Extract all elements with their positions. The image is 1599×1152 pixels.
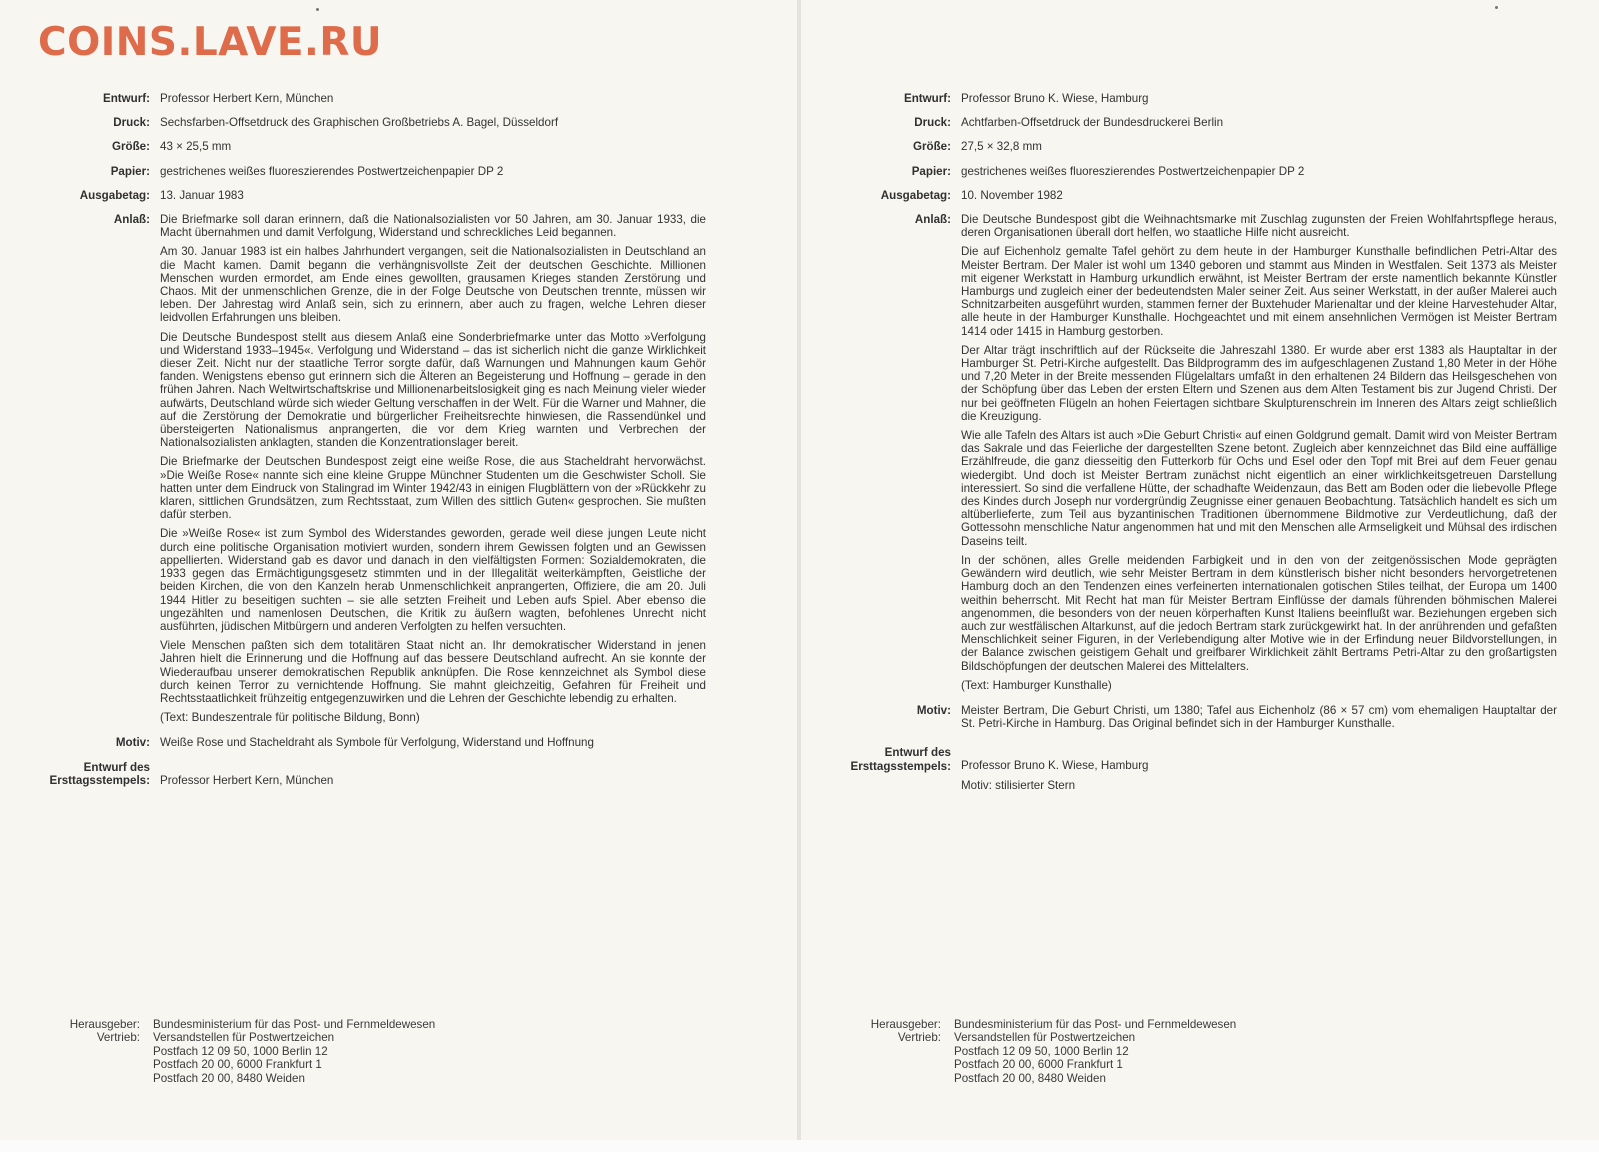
groesse-row (40, 140, 706, 153)
herausgeber-value: Bundesministerium für das Post- und Fernmeldewesen (153, 1018, 436, 1031)
address-line: Postfach 20 00, 8480 Weiden (153, 1071, 305, 1085)
stempel-label (841, 746, 961, 772)
paper-speck (1495, 6, 1498, 9)
herausgeber-value: Bundesministerium für das Post- und Fernmeldewesen (954, 1018, 1237, 1031)
motiv-row (841, 704, 1557, 730)
stempel-label-line: Ersttagsstempels: (49, 773, 150, 787)
stempel-row (40, 761, 706, 787)
stempel-motiv-value: Motiv: stilisierter Stern (961, 778, 1076, 792)
ausgabetag-value: 10. November 1982 (961, 188, 1063, 202)
druck-value: Achtfarben-Offsetdruck der Bundesdruckerei Berlin (961, 116, 1224, 130)
entwurf-label: Entwurf: (102, 92, 150, 105)
paper-speck (316, 8, 319, 11)
anlass-label: Anlaß: (113, 213, 150, 227)
motiv-value: Weiße Rose und Stacheldraht als Symbole für Verfolgung, Widerstand und Hoffnung (160, 736, 594, 750)
papier-label: Papier: (110, 164, 150, 178)
left-footer (40, 1018, 640, 1085)
stempel-label (40, 761, 160, 787)
address-line: Postfach 20 00, 8480 Weiden (954, 1071, 1106, 1085)
anlass-text (961, 213, 1557, 698)
address-line: Versandstellen für Postwertzeichen (153, 1031, 335, 1045)
entwurf-row (841, 92, 1557, 105)
right-spec-block (841, 92, 1557, 803)
watermark: COINS.LAVE.RU (38, 20, 383, 65)
groesse-label: Größe: (912, 140, 951, 154)
paragraph: Die »Weiße Rose« ist zum Symbol des Widerstandes geworden, gerade weil diese jungen Leute nicht durch eine politische Organisation motiviert wurden, sondern ihrem Gewissen folgten und an Gewissen appellierten. Widerstand gab es davor und danach in den vielfältigsten Formen: Sozialdemokraten, die 1933 gegen das Ermächtigungsgesetz stimmten und in der Illegalität weiterkämpften, Geistliche der beiden Kirchen, die von den Kanzeln herab Unmenschlichkeit anprangerten, Offiziere, die am 20. Juli 1944 Hitler zu beseitigen suchten – sie alle setzten Freiheit und Leben aufs Spiel. Aber ebenso die ungezählten und namenlosen Deutschen, die Kritik zu äußern wagten, befohlenes Unrecht nicht ausführten, jüdischen Mitbürgern und anderen Verfolgten zu helfen versuchten. (160, 527, 706, 633)
papier-label: Papier: (911, 164, 951, 178)
stempel-value: Professor Bruno K. Wiese, Hamburg (961, 759, 1149, 773)
scan-bottom-edge (0, 1140, 1599, 1152)
groesse-row (841, 140, 1557, 153)
entwurf-label: Entwurf: (903, 92, 951, 105)
right-footer (841, 1018, 1441, 1085)
druck-row (841, 116, 1557, 129)
druck-row (40, 116, 706, 129)
address-line: Postfach 12 09 50, 1000 Berlin 12 (153, 1044, 328, 1058)
anlass-text (160, 213, 706, 730)
paragraph: Der Altar trägt inschriftlich auf der Rückseite die Jahreszahl 1380. Er wurde aber erst 1383 als Hauptaltar in der Hamburger St. Petri-Kirche aufgestellt. Das Bildprogramm des im aufgeschlagenen Zustand 1,80 Meter in der Höhe und 7,20 Meter in der Breite messenden Flügelaltars umfaßt in den erhaltenen 24 Bildern das Heilsgeschehen von der Schöpfung über das Leben der ersten Eltern und Szenen aus dem Alten Testament bis zur Jugend Christi. Der nur bei geöffneten Flügeln an hohen Feiertagen sichtbare Skulpturenschrein im Inneren des Altars zeigt schließlich die Kreuzigung. (961, 343, 1557, 423)
paragraph: Viele Menschen paßten sich dem totalitären Staat nicht an. Ihr demokratischer Widerstand in jenen Jahren hielt die Erinnerung und die Hoffnung auf das bessere Deutschland aufrecht. An sie konnte der Wiederaufbau unserer demokratischen Republik anknüpfen. Die Rose kennzeichnet als Symbol diese durch keinen Terror zu vernichtende Hoffnung. Sie mahnt gleichzeitig, Gefahren für Freiheit und Rechtsstaatlichkeit frühzeitig entgegenzuwirken und die Lehren der Geschichte lebendig zu erhalten. (160, 639, 706, 705)
address-line: Postfach 12 09 50, 1000 Berlin 12 (954, 1044, 1129, 1058)
left-page (0, 0, 797, 1140)
paragraph: Wie alle Tafeln des Altars ist auch »Die Geburt Christi« auf einen Goldgrund gemalt. Damit wird von Meister Bertram das Sakrale und das Feierliche der dargestellten Szene betont. Zugleich aber kennzeichnet das Bild eine auffällige Erzählfreude, die ganz diesseitig den Futterkorb für Ochs und Esel oder den Topf mit Brei auf dem Feuer genau wiedergibt. Und doch ist Meister Bertram zunächst nicht eigentlich an einer wirklichkeitsgetreuen Darstellung interessiert. So sind die verfallene Hütte, der schadhafte Weidenzaun, das Bett am Boden oder die liebevolle Pflege des Kindes durch Joseph nur vordergründig Zeugnisse einer genauen Beobachtung. Tatsächlich handelt es sich um altüberlieferte, zum Teil aus byzantinischen Traditionen übernommene Bildmotive zur Verdeutlichung, daß der Gottessohn menschliche Natur angenommen hat und mit den Menschen alle Armseligkeit und Mühsal des irdischen Daseins teilt. (961, 429, 1557, 548)
stempel-label-line: Ersttagsstempels: (850, 759, 951, 773)
stempel-row (841, 746, 1557, 772)
papier-row (841, 165, 1557, 178)
left-spec-block (40, 92, 706, 798)
ausgabetag-label: Ausgabetag: (79, 188, 150, 202)
ausgabetag-row (40, 189, 706, 202)
stempel-motiv-row (841, 779, 1557, 792)
paragraph: Die auf Eichenholz gemalte Tafel gehört zu dem heute in der Hamburger Kunsthalle befindlichen Petri-Altar des Meister Bertram. Der Maler ist wohl um 1340 geboren und stammt aus Minden in Westfalen. Seit 1373 als Meister mit eigener Werkstatt in Hamburg urkundlich erwähnt, ist Meister Bertram der erste namentlich bekannte Künstler Hamburgs und zugleich einer der bedeutendsten Maler seiner Zeit. Aus seiner Werkstatt, in der außer Malerei auch Schnitzarbeiten ausgeführt wurden, stammen ferner der Buxtehuder Marienaltar und der kleine Harvestehuder Altar, alle heute in der Hamburger Kunsthalle. Hochgeachtet und mit einem ansehnlichen Vermögen ist Meister Bertram 1414 oder 1415 in Hamburg gestorben. (961, 245, 1557, 338)
vertrieb-label: Vertrieb: (96, 1031, 140, 1045)
ausgabetag-row (841, 189, 1557, 202)
anlass-row (841, 213, 1557, 698)
vertrieb-value (954, 1031, 1441, 1085)
druck-label: Druck: (113, 116, 150, 130)
entwurf-row (40, 92, 706, 105)
papier-value: gestrichenes weißes fluoreszierendes Postwertzeichenpapier DP 2 (961, 164, 1305, 178)
vertrieb-label: Vertrieb: (897, 1031, 941, 1045)
vertrieb-value (153, 1031, 640, 1085)
stempel-value: Professor Herbert Kern, München (160, 773, 334, 787)
paragraph: Die Deutsche Bundespost gibt die Weihnachtsmarke mit Zuschlag zugunsten der Freien Wohlfahrtspflege heraus, deren Organisationen überall dort helfen, wo staatliche Hilfe nicht ausreicht. (961, 213, 1557, 240)
text-source: (Text: Bundeszentrale für politische Bildung, Bonn) (160, 711, 420, 725)
herausgeber-label: Herausgeber: (870, 1018, 941, 1031)
paragraph: In der schönen, alles Grelle meidenden Farbigkeit und in den von der zeitgenössischen Mode geprägten Gewändern wird deutlich, wie sehr Meister Bertram in dem künstlerisch bisher nicht besonders hervorgetretenen Hamburg doch an den Tendenzen eines verfeinerten internationalen gotischen Stiles teilhat, der Europa um 1400 weithin beherrscht. Mit Recht hat man für Meister Bertram Einflüsse der damals führenden böhmischen Malerei angenommen, die besonders von der neuen körperhaften Kunst Italiens beeinflußt war. Beziehungen ergeben sich auch zur westfälischen Altarkunst, auf die jedoch Bertram stark zurückgewirkt hat. In der anrührenden und gefaßten Menschlichkeit seiner Figuren, in der Verlebendigung alter Motive wie in der Erfindung neuer Bildvorstellungen, in der Balance zwischen geistigem Gehalt und greifbarer Wirklichkeit zählt Bertrams Petri-Altar zu den großartigsten Bildschöpfungen der deutschen Malerei des Mittelalters. (961, 553, 1557, 673)
stempel-label-line: Entwurf des (83, 760, 150, 774)
address-line: Versandstellen für Postwertzeichen (954, 1031, 1136, 1045)
motiv-label: Motiv: (916, 703, 951, 717)
anlass-row (40, 213, 706, 730)
address-line: Postfach 20 00, 6000 Frankfurt 1 (153, 1058, 322, 1072)
druck-label: Druck: (914, 116, 951, 130)
anlass-label: Anlaß: (914, 213, 951, 227)
groesse-value: 27,5 × 32,8 mm (961, 140, 1042, 154)
herausgeber-label: Herausgeber: (69, 1018, 140, 1031)
ausgabetag-value: 13. Januar 1983 (160, 188, 244, 202)
paragraph: Die Deutsche Bundespost stellt aus diesem Anlaß eine Sonderbriefmarke unter das Motto »Verfolgung und Widerstand 1933–1945«. Verfolgung und Widerstand – das ist sicherlich nicht die ganze Wirklichkeit dieser Zeit. Nicht nur der staatliche Terror sorgte dafür, daß Warnungen und Mahnungen kaum Gehör fanden. Wenigstens ebenso gut erinnern sich die Älteren an Begeisterung und Hoffnung – gerade in den frühen Jahren. Nach Weltwirtschaftskrise und Millionenarbeitslosigkeit ging es nach Meinung vieler wieder aufwärts, Deutschland würde sich wieder Geltung verschaffen in der Welt. Für die Warner und Mahner, die auf die Zerstörung der Demokratie und bürgerlicher Freiheitsrechte hinwiesen, die Rassendünkel und übersteigerten Nationalismus anprangerten, die vor dem Krieg warnten und Verbrechen der Nationalsozialisten anklagten, standen die Konzentrationslager bereit. (160, 330, 706, 450)
motiv-label: Motiv: (115, 736, 150, 750)
groesse-label: Größe: (111, 140, 150, 154)
right-page (801, 0, 1599, 1140)
groesse-value: 43 × 25,5 mm (160, 140, 232, 154)
entwurf-value: Professor Herbert Kern, München (160, 92, 334, 105)
entwurf-value: Professor Bruno K. Wiese, Hamburg (961, 92, 1149, 105)
ausgabetag-label: Ausgabetag: (880, 188, 951, 202)
motiv-row (40, 736, 706, 749)
paragraph: Die Briefmarke soll daran erinnern, daß die Nationalsozialisten vor 50 Jahren, am 30. Januar 1933, die Macht übernahmen und damit Verfolgung, Widerstand und schreckliches Leid begannen. (160, 213, 706, 240)
address-line: Postfach 20 00, 6000 Frankfurt 1 (954, 1058, 1123, 1072)
text-source: (Text: Hamburger Kunsthalle) (961, 678, 1112, 692)
stempel-label-line: Entwurf des (884, 746, 951, 760)
paragraph: Die Briefmarke der Deutschen Bundespost zeigt eine weiße Rose, die aus Stacheldraht hervorwächst. »Die Weiße Rose« nannte sich eine kleine Gruppe Münchner Studenten um die Geschwister Scholl. Sie hatten unter dem Eindruck von Stalingrad im Winter 1942/43 in einigen Flugblättern von der »Rückkehr zu klaren, sittlichen Grundsätzen, zum Rechtsstaat, zum Willen des sittlich Guten« gesprochen. Sie mußten dafür sterben. (160, 455, 706, 522)
paragraph: Am 30. Januar 1983 ist ein halbes Jahrhundert vergangen, seit die Nationalsozialisten in Deutschland an die Macht kamen. Damit begann die verhängnisvollste Zeit der deutschen Geschichte. Millionen Menschen wurden ermordet, am Ende eines gewollten, grausamen Krieges standen Zerstörung und Chaos. Mit der unmenschlichen Grenze, die in der Folge Deutsche von Deutschen trennte, müssen wir leben. Der Jahrestag wird Anlaß sein, sich zu erinnern, aber auch zu fragen, welche Lehren dieser leidvollen Erfahrungen uns bleiben. (160, 245, 706, 325)
papier-value: gestrichenes weißes fluoreszierendes Postwertzeichenpapier DP 2 (160, 164, 504, 178)
druck-value: Sechsfarben-Offsetdruck des Graphischen Großbetriebs A. Bagel, Düsseldorf (160, 116, 559, 130)
motiv-value: Meister Bertram, Die Geburt Christi, um 1380; Tafel aus Eichenholz (86 × 57 cm) vom ehemaligen Hauptaltar der St. Petri-Kirche in Hamburg. Das Original befindet sich in der Hamburger Kunsthalle. (961, 703, 1557, 731)
papier-row (40, 165, 706, 178)
